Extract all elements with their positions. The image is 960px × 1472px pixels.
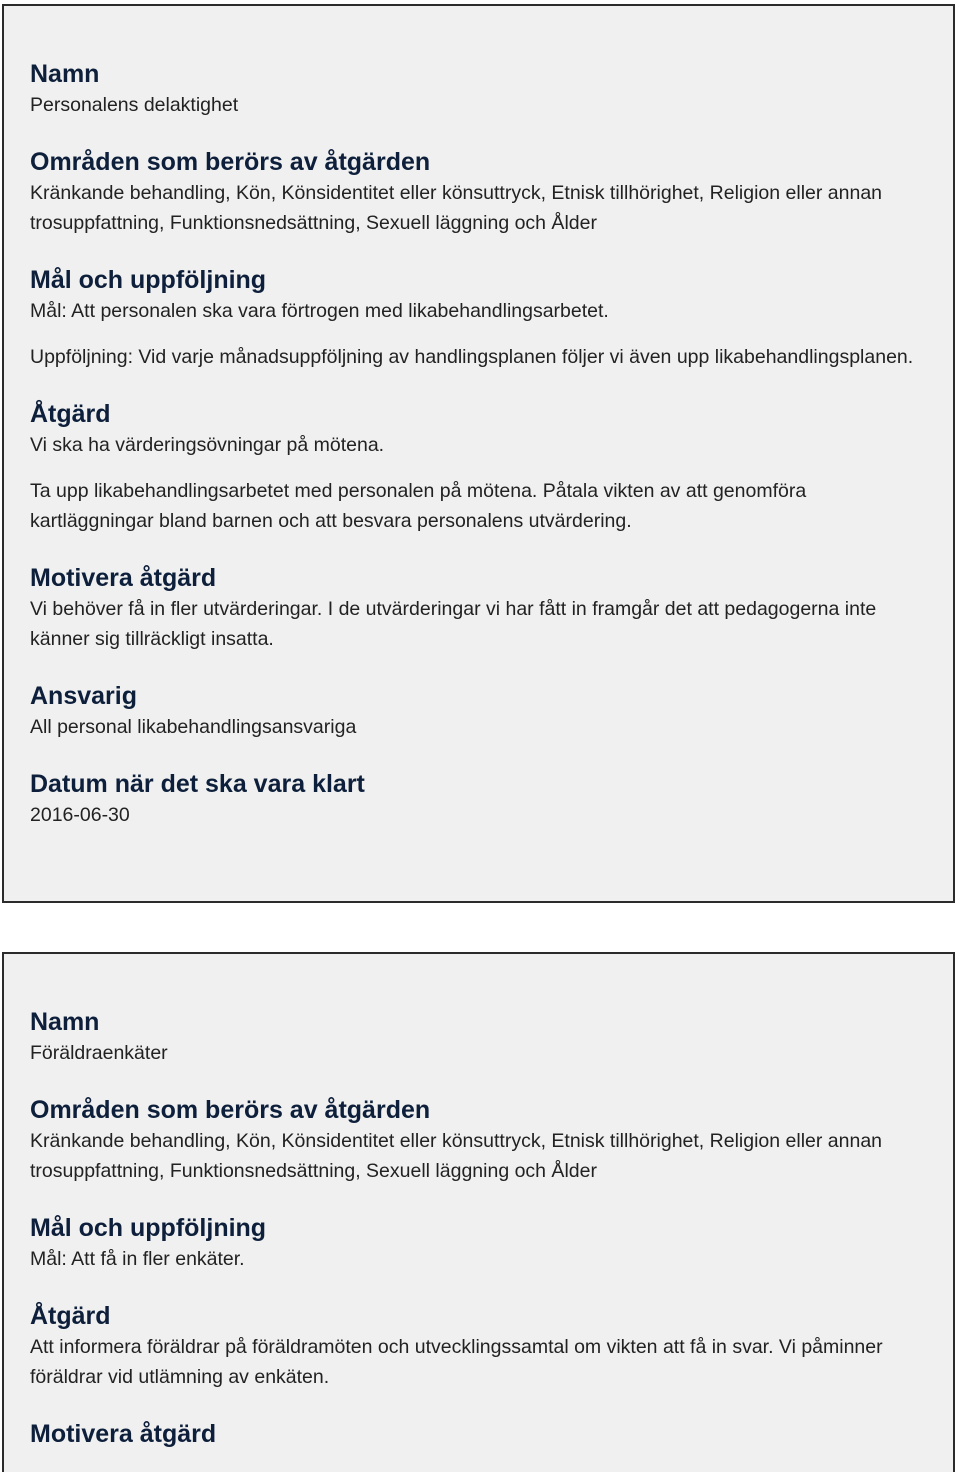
action-value-1: Vi ska ha värderingsövningar på mötena. [30,434,385,456]
action-value-2: Ta upp likabehandlingsarbetet med personalen på mötena. Påtala vikten av att genomföra kartläggningar bland barnen och att besvara personalens utvärdering. [30,480,807,532]
name-value: Föräldraenkäter [30,1042,168,1064]
goal-heading: Mål och uppföljning [30,1214,267,1242]
followup-value: Uppföljning: Vid varje månadsuppföljning av handlingsplanen följer vi även upp likabehandlingsplanen. [30,346,914,368]
name-heading: Namn [30,1008,100,1036]
responsible-value: All personal likabehandlingsansvariga [30,716,357,738]
action-value: Att informera föräldrar på föräldramöten och utvecklingssamtal om vikten att få in svar. Vi påminner föräldrar vid utlämning av enkäten. [30,1336,883,1388]
areas-value: Kränkande behandling, Kön, Könsidentitet eller könsuttryck, Etnisk tillhörighet, Religion eller annan trosuppfattning, Funktionsnedsättning, Sexuell läggning och Ålder [30,182,883,234]
areas-heading: Områden som berörs av åtgärden [30,148,431,176]
motivate-heading: Motivera åtgärd [30,564,217,592]
areas-heading: Områden som berörs av åtgärden [30,1096,431,1124]
responsible-heading: Ansvarig [30,682,137,710]
date-heading: Datum när det ska vara klart [30,770,365,798]
motivate-value: Vi behöver få in fler utvärderingar. I de utvärderingar vi har fått in framgår det att pedagogerna inte känner sig tillräckligt insatta. [30,598,877,650]
action-heading: Åtgärd [30,400,111,428]
goal-value: Mål: Att personalen ska vara förtrogen med likabehandlingsarbetet. [30,300,609,322]
goal-heading: Mål och uppföljning [30,266,267,294]
goal-value: Mål: Att få in fler enkäter. [30,1248,245,1270]
motivate-heading: Motivera åtgärd [30,1420,217,1448]
name-heading: Namn [30,60,100,88]
action-heading: Åtgärd [30,1302,111,1330]
action-card-personalens-delaktighet [2,4,955,903]
date-value: 2016-06-30 [30,804,130,826]
name-value: Personalens delaktighet [30,94,239,116]
areas-value: Kränkande behandling, Kön, Könsidentitet eller könsuttryck, Etnisk tillhörighet, Religion eller annan trosuppfattning, Funktionsnedsättning, Sexuell läggning och Ålder [30,1130,883,1182]
action-card-foraldraenkater [2,952,955,1472]
